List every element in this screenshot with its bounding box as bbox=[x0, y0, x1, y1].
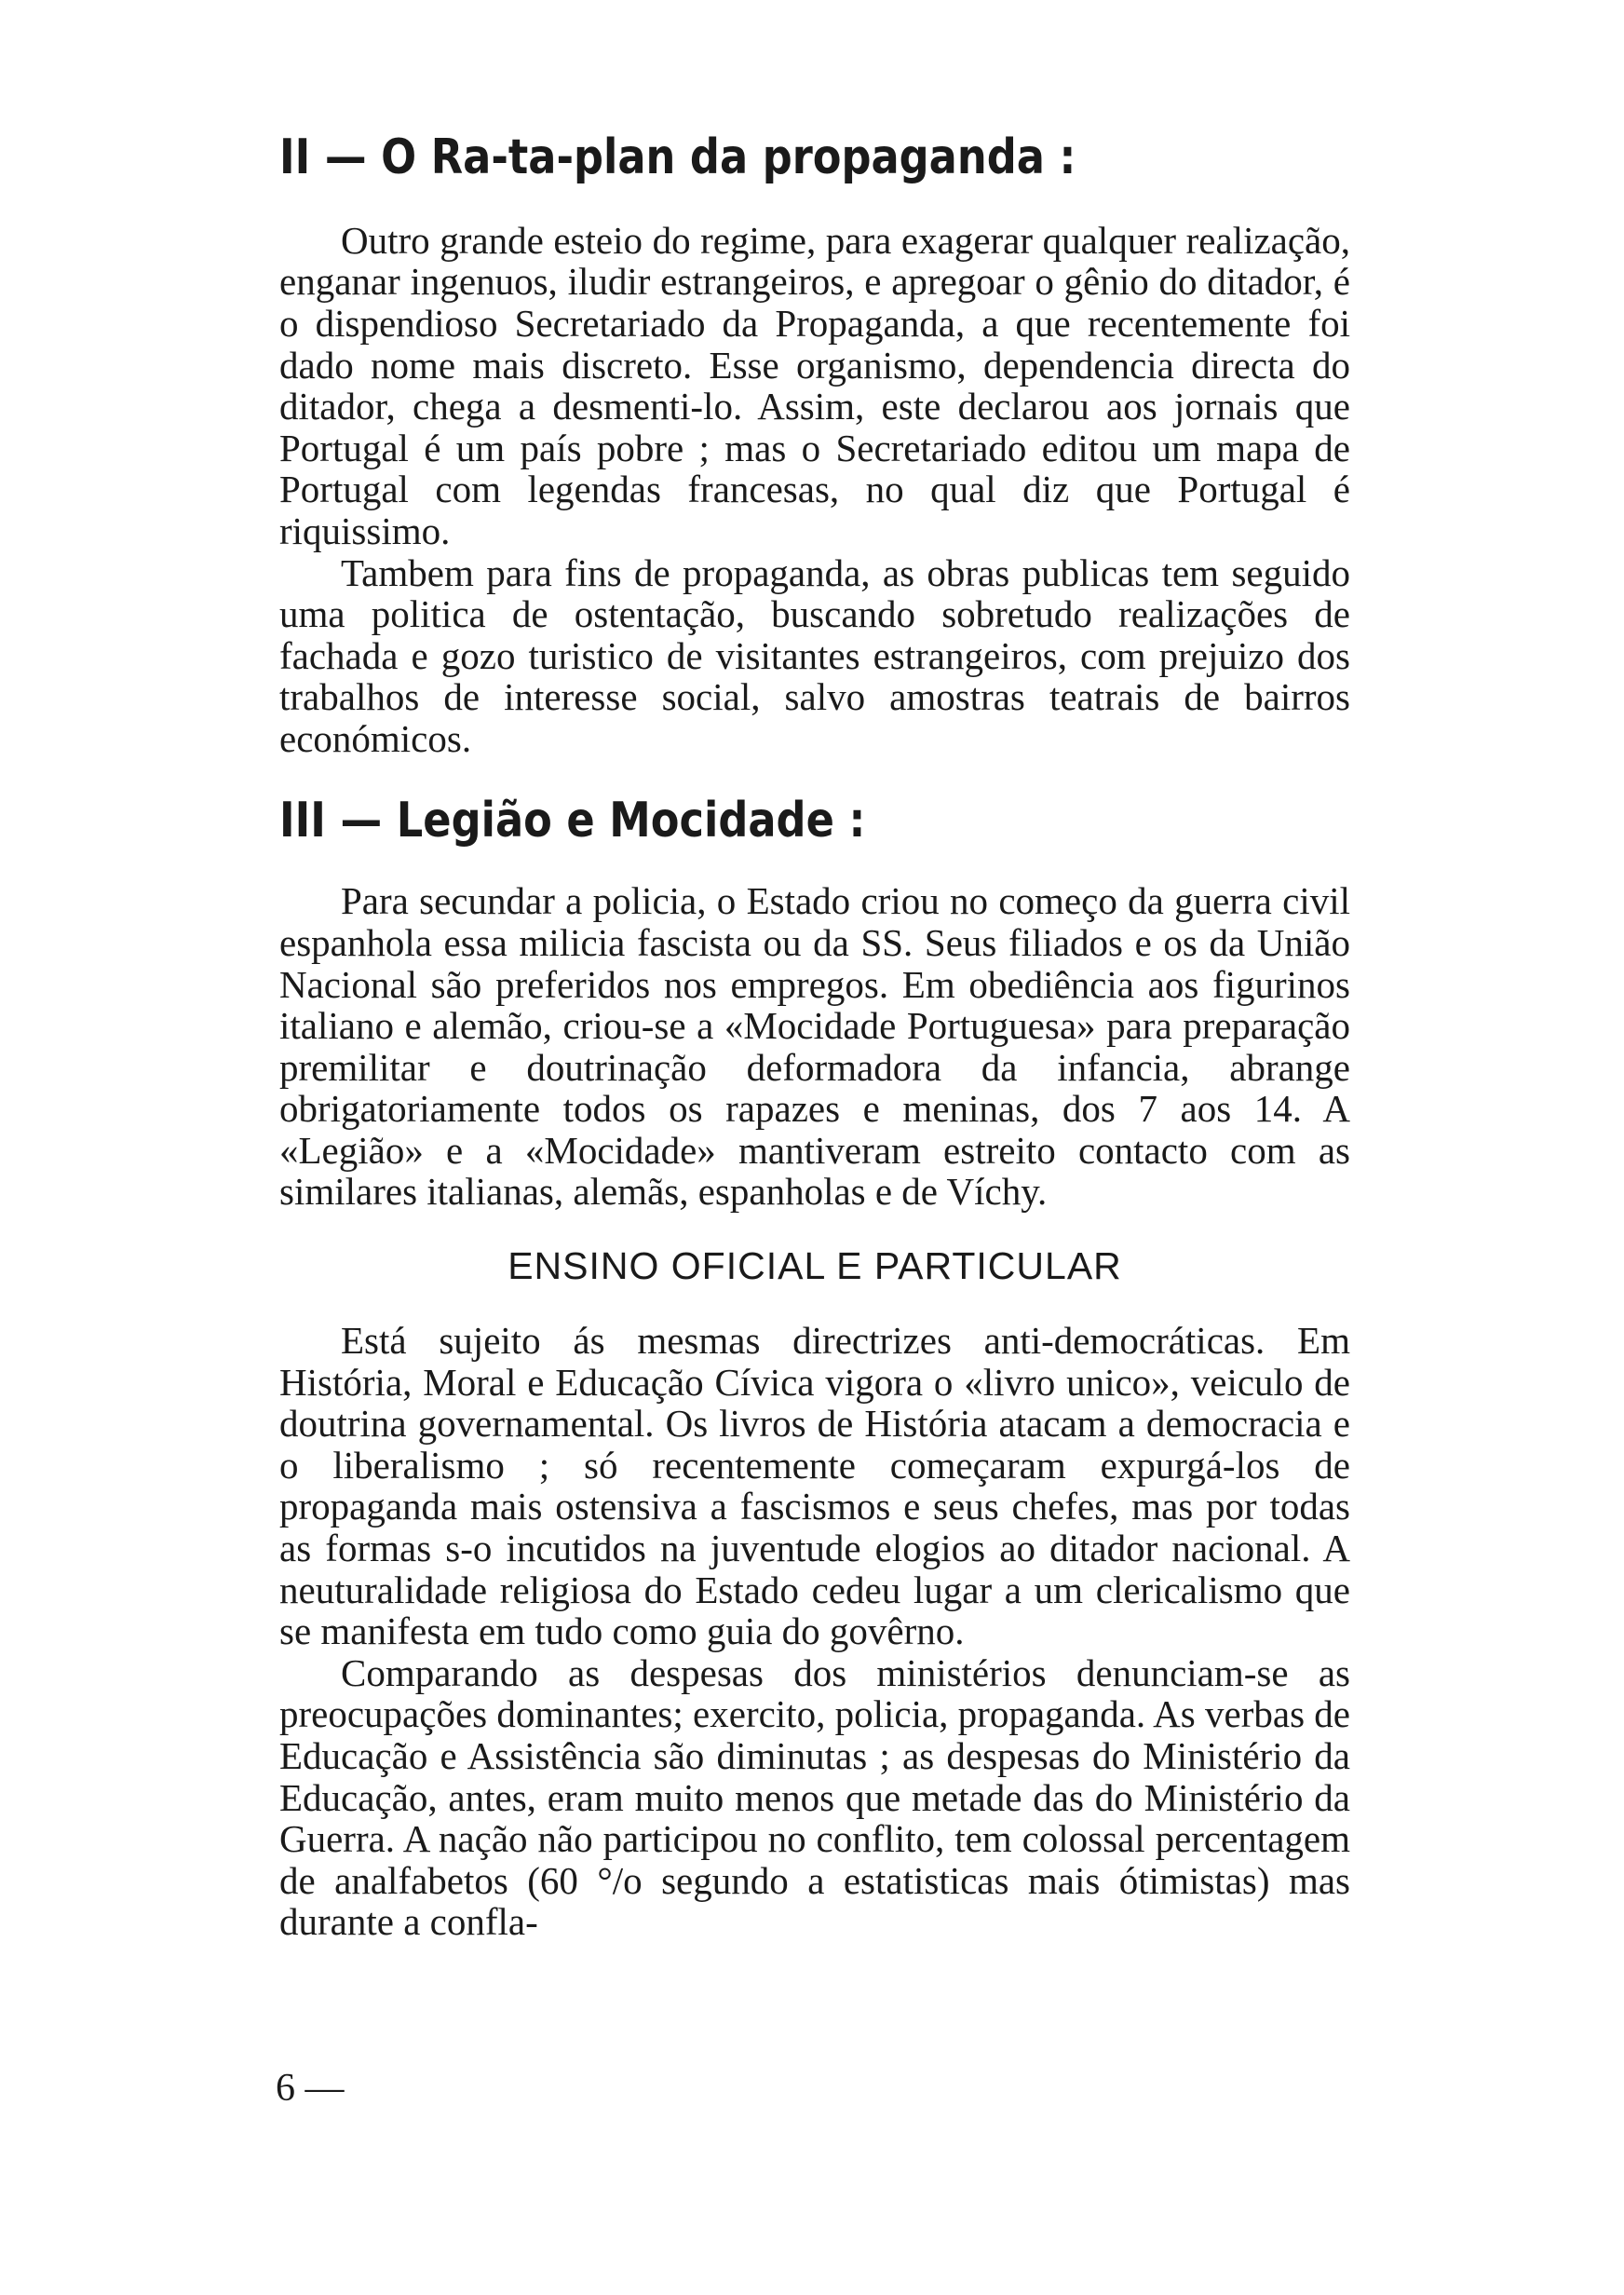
section-2-paragraph-2: Tambem para fins de propaganda, as obras publicas tem seguido uma politica de ostentação, buscando sobretudo realizações de fachada e gozo turistico de visitantes estrangeiros, com prejuizo dos trabalhos de interesse social, salvo amostras teatrais de bairros económicos. bbox=[279, 550, 1350, 760]
ensino-paragraph-1: Está sujeito ás mesmas directrizes anti-democráticas. Em História, Moral e Educação Cívica vigora o «livro unico», veiculo de doutrina governamental. Os livros de História atacam a democracia e o liberalismo ; só recentemente começaram expurgá-los de propaganda mais ostensiva a fascismos e seus chefes, mas por todas as formas s-o incutidos na juventude elogios ao ditador nacional. A neuturalidade religiosa do Estado cedeu lugar a um clericalismo que se manifesta em tudo como guia do govêrno. bbox=[279, 1319, 1350, 1653]
section-2-heading: II — O Ra-ta-plan da propaganda : bbox=[279, 129, 1076, 185]
section-2-paragraph-1: Outro grande esteio do regime, para exagerar qualquer realização, enganar ingenuos, iludir estrangeiros, e apregoar o gênio do ditador, é o dispendioso Secretariado da Propaganda, a que recentemente foi dado nome mais discreto. Esse organismo, dependencia directa do ditador, chega a desmenti-lo. Assim, este declarou aos jornais que Portugal é um país pobre ; mas o Secretariado editou um mapa de Portugal com legendas francesas, no qual diz que Portugal é riquissimo. bbox=[279, 218, 1350, 552]
section-3-heading: III — Legião e Mocidade : bbox=[279, 792, 866, 849]
document-page bbox=[279, 130, 1350, 1943]
page-number: 6 — bbox=[276, 2067, 345, 2110]
ensino-heading: ENSINO OFICIAL E PARTICULAR bbox=[508, 1244, 1122, 1288]
ensino-paragraph-2: Comparando as despesas dos ministérios denunciam-se as preocupações dominantes; exercito, policia, propaganda. As verbas de Educação e Assistência são diminutas ; as despesas do Ministério da Educação, antes, eram muito menos que metade das do Ministério da Guerra. A nação não participou no conflito, tem colossal percentagem de analfabetos (60 °/o segundo a estatisticas mais ótimistas) mas durante a confla- bbox=[279, 1650, 1350, 1944]
section-3-paragraph-1: Para secundar a policia, o Estado criou no começo da guerra civil espanhola essa milicia fascista ou da SS. Seus filiados e os da União Nacional são preferidos nos empregos. Em obediência aos figurinos italiano e alemão, criou-se a «Mocidade Portuguesa» para preparação premilitar e doutrinação deformadora da infancia, abrange obrigatoriamente todos os rapazes e meninas, dos 7 aos 14. A «Legião» e a «Mocidade» mantiveram estreito contacto com as similares italianas, alemãs, espanholas e de Víchy. bbox=[279, 879, 1350, 1214]
